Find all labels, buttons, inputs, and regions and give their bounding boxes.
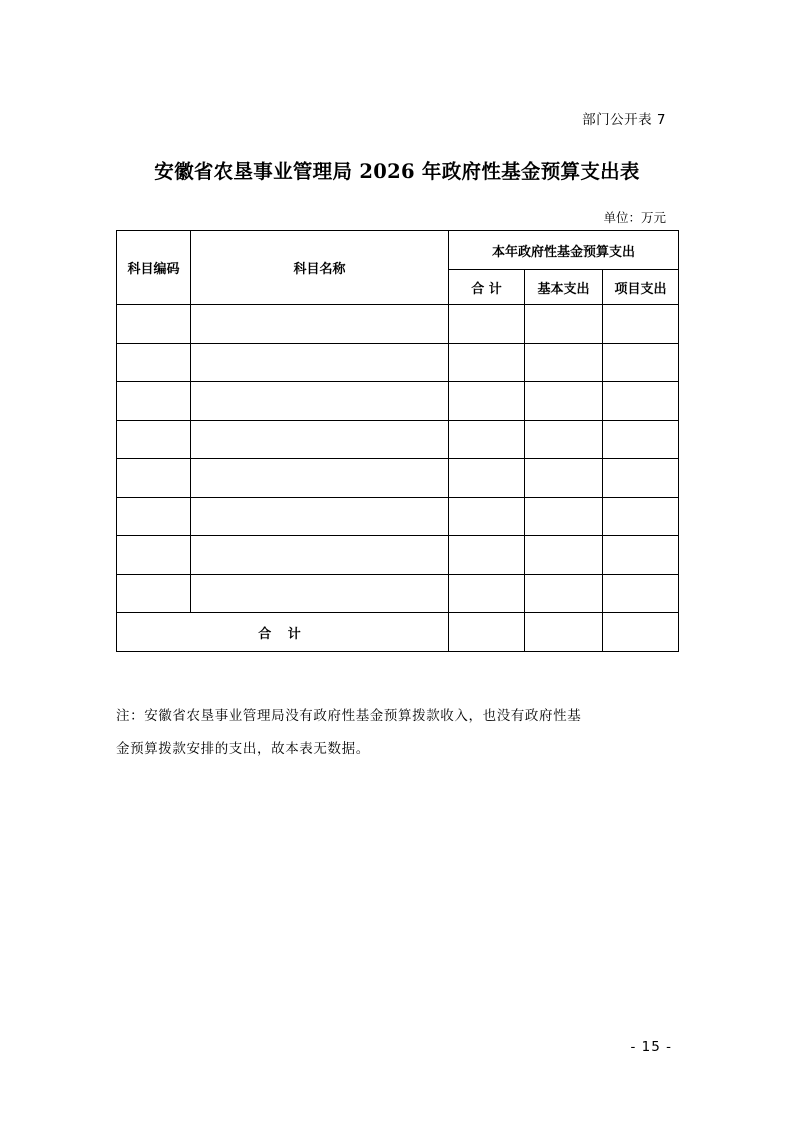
table-row	[117, 459, 679, 498]
form-number: 部门公开表 7	[582, 112, 666, 128]
table-row	[117, 536, 679, 575]
cell-name	[191, 382, 449, 421]
cell-basic	[525, 420, 603, 459]
cell-project	[603, 497, 679, 536]
table-row	[117, 305, 679, 344]
footnote	[116, 700, 682, 766]
cell-name	[191, 343, 449, 382]
page-number: - 15 -	[630, 1039, 672, 1055]
summary-label: 合 计	[117, 613, 449, 652]
cell-code	[117, 305, 191, 344]
table-row	[117, 574, 679, 613]
cell-name	[191, 536, 449, 575]
cell-project	[603, 343, 679, 382]
cell-basic	[525, 497, 603, 536]
cell-basic	[525, 343, 603, 382]
cell-basic	[525, 305, 603, 344]
cell-name	[191, 574, 449, 613]
column-header-group: 本年政府性基金预算支出	[449, 231, 679, 270]
cell-basic	[525, 382, 603, 421]
cell-project	[603, 536, 679, 575]
cell-basic	[525, 459, 603, 498]
cell-project	[603, 459, 679, 498]
column-header-name: 科目名称	[191, 231, 449, 305]
cell-code	[117, 574, 191, 613]
cell-total	[449, 382, 525, 421]
cell-name	[191, 459, 449, 498]
column-header-code: 科目编码	[117, 231, 191, 305]
cell-total	[449, 305, 525, 344]
cell-name	[191, 420, 449, 459]
column-header-total: 合 计	[449, 270, 525, 305]
cell-total	[449, 574, 525, 613]
cell-basic	[525, 536, 603, 575]
cell-total	[449, 343, 525, 382]
cell-code	[117, 459, 191, 498]
cell-total	[449, 497, 525, 536]
cell-total	[449, 536, 525, 575]
cell-total	[449, 420, 525, 459]
table-row	[117, 382, 679, 421]
cell-total	[449, 459, 525, 498]
table-header-row-group	[117, 231, 679, 270]
cell-project	[603, 420, 679, 459]
budget-table	[116, 230, 679, 652]
cell-basic	[525, 574, 603, 613]
summary-basic	[525, 613, 603, 652]
page-title: 安徽省农垦事业管理局 2026 年政府性基金预算支出表	[154, 160, 640, 183]
table-row	[117, 420, 679, 459]
cell-code	[117, 343, 191, 382]
summary-project	[603, 613, 679, 652]
cell-code	[117, 382, 191, 421]
cell-code	[117, 497, 191, 536]
footnote-line-2: 金预算拨款安排的支出，故本表无数据。	[116, 741, 370, 758]
cell-code	[117, 420, 191, 459]
table-row	[117, 343, 679, 382]
unit-note: 单位：万元	[603, 210, 666, 225]
summary-total	[449, 613, 525, 652]
cell-name	[191, 497, 449, 536]
table-row	[117, 497, 679, 536]
footnote-line-1: 注：安徽省农垦事业管理局没有政府性基金预算拨款收入，也没有政府性基	[116, 708, 582, 724]
cell-project	[603, 305, 679, 344]
cell-name	[191, 305, 449, 344]
cell-project	[603, 574, 679, 613]
column-header-basic: 基本支出	[525, 270, 603, 305]
cell-project	[603, 382, 679, 421]
column-header-project: 项目支出	[603, 270, 679, 305]
cell-code	[117, 536, 191, 575]
table-summary-row	[117, 613, 679, 652]
